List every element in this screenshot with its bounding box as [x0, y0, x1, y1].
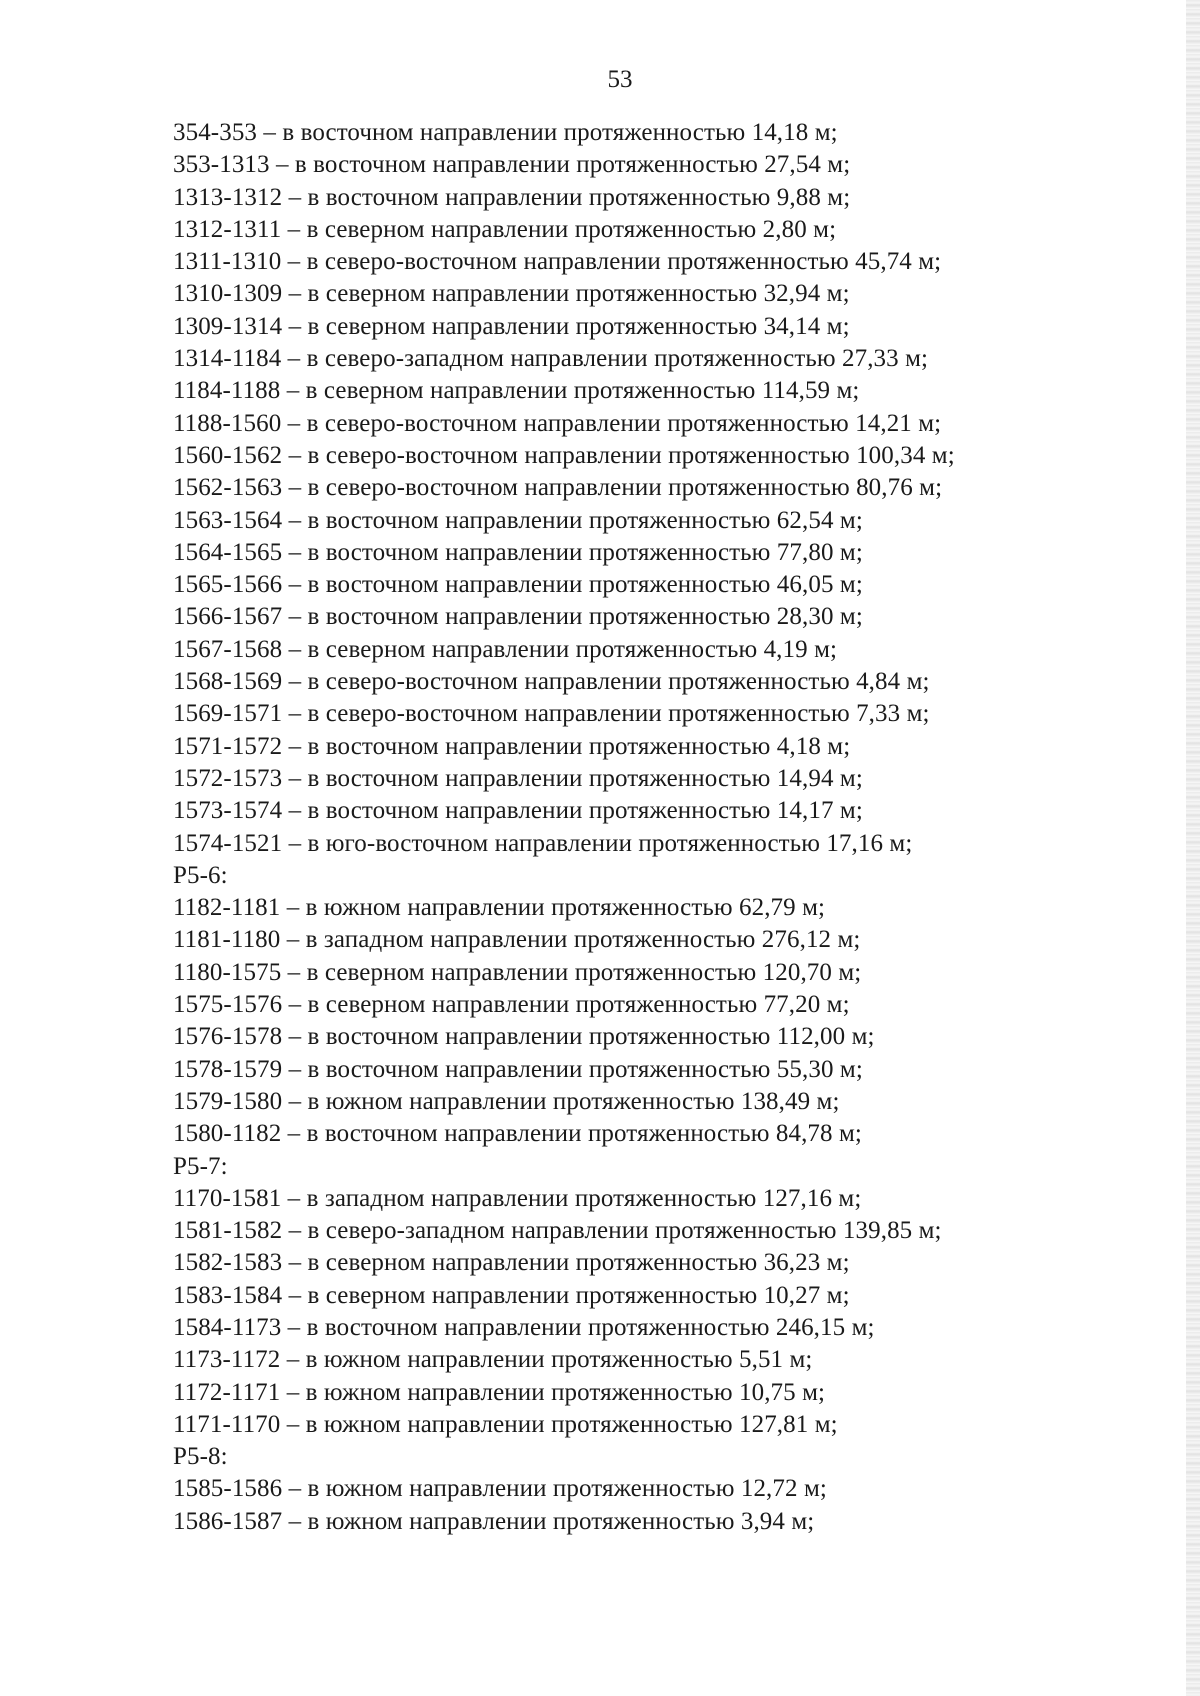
text-line: 1310-1309 – в северном направлении протяженностью 32,94 м;: [173, 280, 850, 308]
text-line: 1188-1560 – в северо-восточном направлении протяженностью 14,21 м;: [173, 409, 942, 437]
text-line: 353-1313 – в восточном направлении протяженностью 27,54 м;: [173, 151, 851, 179]
text-line: 1584-1173 – в восточном направлении протяженностью 246,15 м;: [173, 1313, 875, 1341]
text-line: 1576-1578 – в восточном направлении протяженностью 112,00 м;: [173, 1023, 875, 1051]
page-number: 53: [607, 66, 633, 93]
text-line: 1572-1573 – в восточном направлении протяженностью 14,94 м;: [173, 764, 863, 792]
text-line: 1565-1566 – в восточном направлении протяженностью 46,05 м;: [173, 571, 863, 599]
section-heading: Р5-8:: [173, 1443, 228, 1471]
text-line: 1581-1582 – в северо-западном направлении протяженностью 139,85 м;: [173, 1217, 942, 1245]
text-line: 1181-1180 – в западном направлении протяженностью 276,12 м;: [173, 926, 861, 954]
text-line: 1569-1571 – в северо-восточном направлении протяженностью 7,33 м;: [173, 700, 930, 728]
text-line: 1171-1170 – в южном направлении протяженностью 127,81 м;: [173, 1410, 838, 1438]
text-line: 1172-1171 – в южном направлении протяженностью 10,75 м;: [173, 1378, 826, 1406]
text-line: 1574-1521 – в юго-восточном направлении протяженностью 17,16 м;: [173, 829, 913, 857]
text-line: 1575-1576 – в северном направлении протяженностью 77,20 м;: [173, 991, 850, 1019]
text-line: 1579-1580 – в южном направлении протяженностью 138,49 м;: [173, 1087, 840, 1115]
text-line: 1311-1310 – в северо-восточном направлении протяженностью 45,74 м;: [173, 248, 942, 276]
text-line: 1586-1587 – в южном направлении протяженностью 3,94 м;: [173, 1507, 815, 1535]
text-line: 1314-1184 – в северо-западном направлении протяженностью 27,33 м;: [173, 345, 929, 373]
text-line: 1573-1574 – в восточном направлении протяженностью 14,17 м;: [173, 797, 863, 825]
text-line: 1309-1314 – в северном направлении протяженностью 34,14 м;: [173, 312, 850, 340]
text-line: 1580-1182 – в восточном направлении протяженностью 84,78 м;: [173, 1120, 862, 1148]
text-line: 1173-1172 – в южном направлении протяженностью 5,51 м;: [173, 1346, 813, 1374]
text-line: 1180-1575 – в северном направлении протяженностью 120,70 м;: [173, 958, 862, 986]
text-line: 354-353 – в восточном направлении протяженностью 14,18 м;: [173, 119, 838, 146]
text-line: 1170-1581 – в западном направлении протяженностью 127,16 м;: [173, 1184, 862, 1212]
text-line: 1566-1567 – в восточном направлении протяженностью 28,30 м;: [173, 603, 863, 631]
text-line: 1562-1563 – в северо-восточном направлении протяженностью 80,76 м;: [173, 474, 943, 502]
scan-edge-artifact: [1186, 0, 1200, 1696]
text-line: 1567-1568 – в северном направлении протяженностью 4,19 м;: [173, 635, 838, 663]
text-line: 1312-1311 – в северном направлении протяженностью 2,80 м;: [173, 215, 837, 243]
text-line: 1568-1569 – в северо-восточном направлении протяженностью 4,84 м;: [173, 668, 930, 696]
section-heading: Р5-6:: [173, 861, 228, 889]
text-line: 1313-1312 – в восточном направлении протяженностью 9,88 м;: [173, 183, 851, 211]
text-line: 1563-1564 – в восточном направлении протяженностью 62,54 м;: [173, 506, 863, 534]
text-line: 1585-1586 – в южном направлении протяженностью 12,72 м;: [173, 1475, 827, 1503]
boundary-description-text: [173, 117, 1093, 1538]
text-line: 1582-1583 – в северном направлении протяженностью 36,23 м;: [173, 1249, 850, 1277]
text-line: 1578-1579 – в восточном направлении протяженностью 55,30 м;: [173, 1055, 863, 1083]
text-line: 1571-1572 – в восточном направлении протяженностью 4,18 м;: [173, 732, 851, 760]
text-line: 1564-1565 – в восточном направлении протяженностью 77,80 м;: [173, 538, 863, 566]
text-line: 1560-1562 – в северо-восточном направлении протяженностью 100,34 м;: [173, 441, 955, 469]
text-line: 1184-1188 – в северном направлении протяженностью 114,59 м;: [173, 377, 860, 405]
text-line: 1182-1181 – в южном направлении протяженностью 62,79 м;: [173, 894, 826, 922]
section-heading: Р5-7:: [173, 1152, 228, 1180]
text-line: 1583-1584 – в северном направлении протяженностью 10,27 м;: [173, 1281, 850, 1309]
